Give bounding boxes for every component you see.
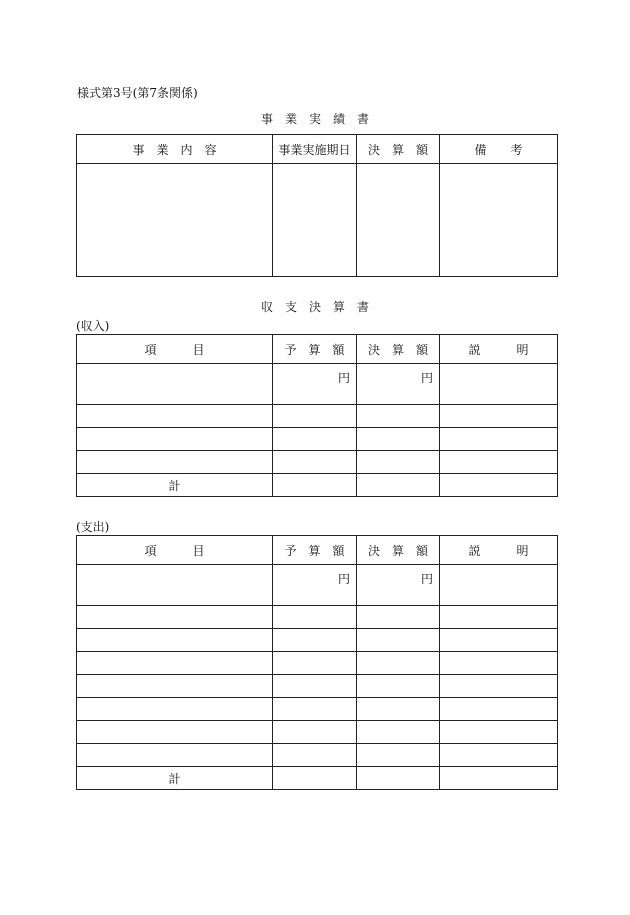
table-row <box>77 428 558 451</box>
expense-settlement-yen[interactable]: 円 <box>357 565 440 606</box>
expense-total-label: 計 <box>77 767 273 790</box>
income-label: (収入) <box>76 319 110 333</box>
expense-header-item: 項 目 <box>77 536 273 565</box>
expense-total-explanation[interactable] <box>440 767 558 790</box>
expense-header-explanation: 説 明 <box>440 536 558 565</box>
income-total-label: 計 <box>77 474 273 497</box>
income-item-cell[interactable] <box>77 364 273 405</box>
expense-table <box>76 535 558 790</box>
expense-total-settlement[interactable] <box>357 767 440 790</box>
expense-item-cell[interactable] <box>77 565 273 606</box>
income-total-budget[interactable] <box>273 474 357 497</box>
header-settlement-amount: 決 算 額 <box>357 135 440 164</box>
income-table <box>76 334 558 497</box>
income-explanation-cell[interactable] <box>440 364 558 405</box>
table-row <box>77 652 558 675</box>
implementation-date-cell[interactable] <box>273 164 357 277</box>
income-total-settlement[interactable] <box>357 474 440 497</box>
header-remarks: 備 考 <box>440 135 558 164</box>
income-budget-yen[interactable]: 円 <box>273 364 357 405</box>
settlement-amount-cell[interactable] <box>357 164 440 277</box>
remarks-cell[interactable] <box>440 164 558 277</box>
business-content-cell[interactable] <box>77 164 273 277</box>
expense-explanation-cell[interactable] <box>440 565 558 606</box>
income-header-budget: 予 算 額 <box>273 335 357 364</box>
table-row <box>77 675 558 698</box>
expense-total-budget[interactable] <box>273 767 357 790</box>
report-title: 事 業 実 績 書 <box>260 112 369 126</box>
header-implementation-date: 事業実施期日 <box>273 135 357 164</box>
table-row <box>77 744 558 767</box>
expense-header-settlement: 決 算 額 <box>357 536 440 565</box>
income-header-explanation: 説 明 <box>440 335 558 364</box>
form-number-label: 様式第3号(第7条関係) <box>77 86 198 100</box>
income-settlement-yen[interactable]: 円 <box>357 364 440 405</box>
header-business-content: 事 業 内 容 <box>77 135 273 164</box>
table-row <box>77 405 558 428</box>
income-total-explanation[interactable] <box>440 474 558 497</box>
table-row <box>77 698 558 721</box>
table-row <box>77 629 558 652</box>
settlement-title: 収 支 決 算 書 <box>260 300 369 314</box>
expense-budget-yen[interactable]: 円 <box>273 565 357 606</box>
expense-header-budget: 予 算 額 <box>273 536 357 565</box>
table-row <box>77 606 558 629</box>
table-row <box>77 451 558 474</box>
report-table <box>76 134 558 277</box>
expense-label: (支出) <box>76 520 110 534</box>
income-header-settlement: 決 算 額 <box>357 335 440 364</box>
table-row <box>77 721 558 744</box>
income-header-item: 項 目 <box>77 335 273 364</box>
